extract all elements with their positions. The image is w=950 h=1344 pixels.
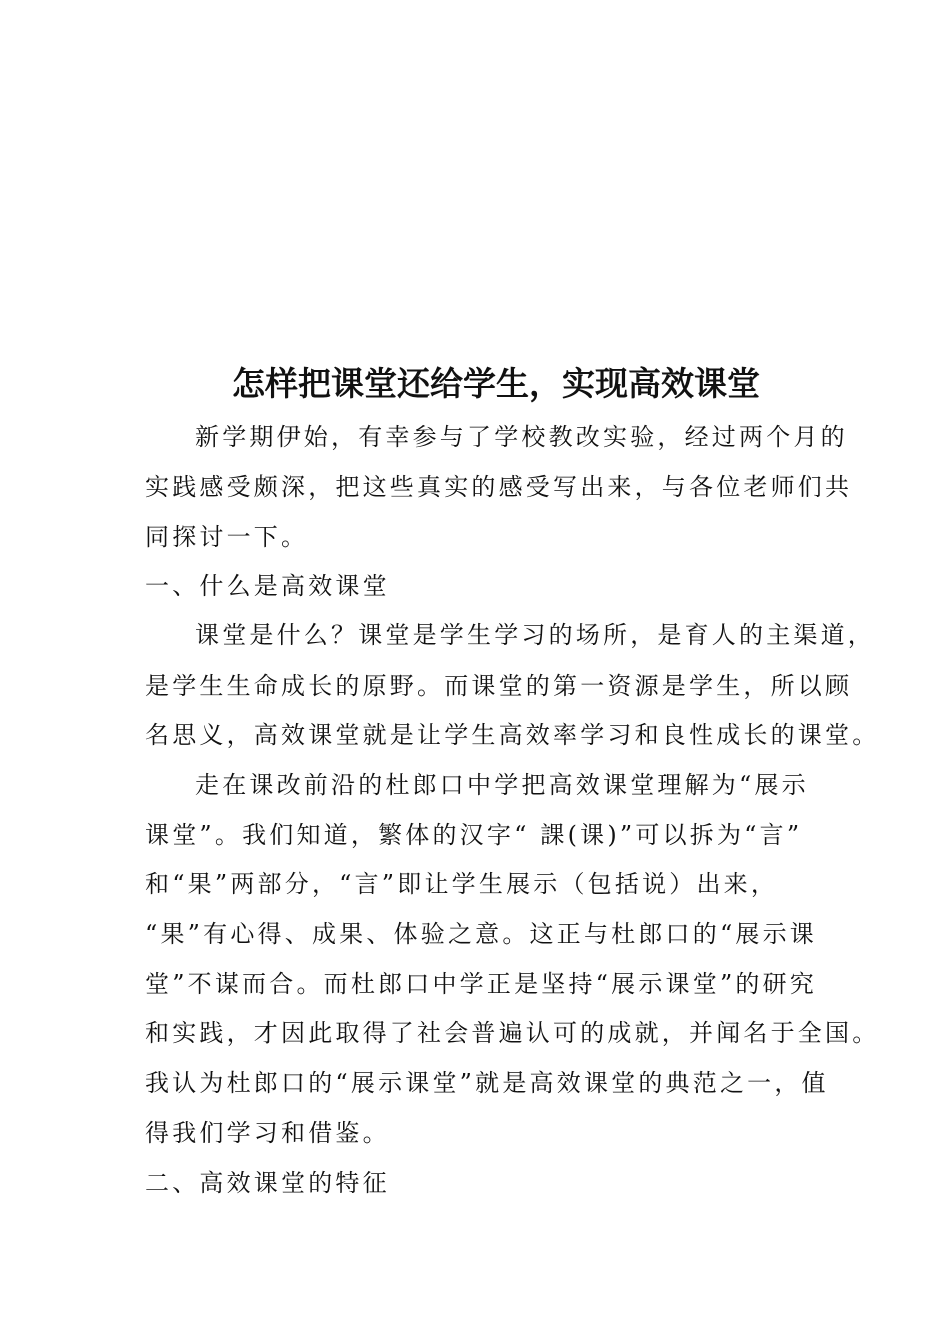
paragraph-line: “果”有心得、成果、体验之意。这正与杜郎口的“展示课 <box>145 920 818 948</box>
paragraph-line: 实践感受颇深，把这些真实的感受写出来，与各位老师们共 <box>145 473 853 501</box>
document-title: 怎样把课堂还给学生，实现高效课堂 <box>232 364 760 403</box>
paragraph-line: 走在课改前沿的杜郎口中学把高效课堂理解为“展示 <box>195 771 809 799</box>
paragraph-line: 名思义，高效课堂就是让学生高效率学习和良性成长的课堂。 <box>145 721 880 749</box>
paragraph-line: 和“果”两部分，“言”即让学生展示（包括说）出来， <box>145 870 779 898</box>
paragraph-line: 和实践，才因此取得了社会普遍认可的成就，并闻名于全国。 <box>145 1019 880 1047</box>
paragraph-line: 我认为杜郎口的“展示课堂”就是高效课堂的典范之一，值 <box>145 1069 829 1097</box>
section-heading: 一、什么是高效课堂 <box>145 572 390 600</box>
paragraph-line: 堂”不谋而合。而杜郎口中学正是坚持“展示课堂”的研究 <box>145 970 818 998</box>
paragraph-line: 课堂是什么？课堂是学生学习的场所，是育人的主渠道， <box>195 621 875 649</box>
paragraph-line: 新学期伊始，有幸参与了学校教改实验，经过两个月的 <box>195 423 848 451</box>
paragraph-line: 得我们学习和借鉴。 <box>145 1119 390 1147</box>
paragraph-line: 同探讨一下。 <box>145 523 309 551</box>
paragraph-line: 是学生生命成长的原野。而课堂的第一资源是学生，所以顾 <box>145 672 853 700</box>
paragraph-line: 课堂”。我们知道，繁体的汉字“ 課(课)”可以拆为“言” <box>145 821 803 849</box>
section-heading: 二、高效课堂的特征 <box>145 1169 390 1197</box>
